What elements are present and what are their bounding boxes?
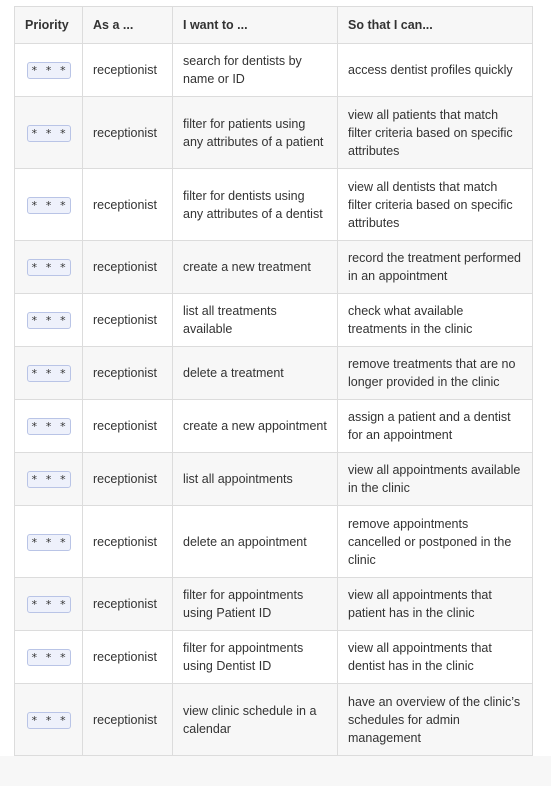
priority-cell	[15, 44, 83, 97]
priority-badge: * * *	[27, 312, 71, 329]
want-cell: list all appointments	[173, 453, 338, 506]
priority-cell	[15, 294, 83, 347]
want-cell: delete an appointment	[173, 506, 338, 578]
benefit-cell: check what available treatments in the clinic	[338, 294, 533, 347]
user-stories-table	[14, 6, 533, 756]
benefit-cell: view all appointments that patient has in the clinic	[338, 578, 533, 631]
header-so-that-i-can: So that I can...	[338, 7, 533, 44]
role-cell: receptionist	[83, 684, 173, 756]
priority-cell	[15, 347, 83, 400]
role-cell: receptionist	[83, 506, 173, 578]
priority-badge: * * *	[27, 418, 71, 435]
role-cell: receptionist	[83, 97, 173, 169]
want-cell: filter for patients using any attributes of a patient	[173, 97, 338, 169]
priority-badge: * * *	[27, 259, 71, 276]
priority-cell	[15, 578, 83, 631]
table-row	[15, 97, 533, 169]
table-header-row	[15, 7, 533, 44]
priority-badge: * * *	[27, 649, 71, 666]
benefit-cell: have an overview of the clinic’s schedules for admin management	[338, 684, 533, 756]
table-row	[15, 578, 533, 631]
priority-badge: * * *	[27, 197, 71, 214]
want-cell: list all treatments available	[173, 294, 338, 347]
benefit-cell: record the treatment performed in an appointment	[338, 241, 533, 294]
table-row	[15, 506, 533, 578]
benefit-cell: access dentist profiles quickly	[338, 44, 533, 97]
priority-badge: * * *	[27, 596, 71, 613]
role-cell: receptionist	[83, 347, 173, 400]
priority-badge: * * *	[27, 62, 71, 79]
role-cell: receptionist	[83, 294, 173, 347]
table-row	[15, 347, 533, 400]
want-cell: filter for appointments using Dentist ID	[173, 631, 338, 684]
header-priority: Priority	[15, 7, 83, 44]
role-cell: receptionist	[83, 578, 173, 631]
benefit-cell: remove treatments that are no longer provided in the clinic	[338, 347, 533, 400]
want-cell: create a new appointment	[173, 400, 338, 453]
priority-badge: * * *	[27, 125, 71, 142]
benefit-cell: view all patients that match filter criteria based on specific attributes	[338, 97, 533, 169]
role-cell: receptionist	[83, 400, 173, 453]
header-as-a: As a ...	[83, 7, 173, 44]
priority-badge: * * *	[27, 365, 71, 382]
priority-cell	[15, 453, 83, 506]
priority-cell	[15, 241, 83, 294]
table-row	[15, 453, 533, 506]
table-row	[15, 684, 533, 756]
want-cell: filter for dentists using any attributes of a dentist	[173, 169, 338, 241]
want-cell: search for dentists by name or ID	[173, 44, 338, 97]
benefit-cell: view all appointments available in the clinic	[338, 453, 533, 506]
priority-badge: * * *	[27, 471, 71, 488]
role-cell: receptionist	[83, 169, 173, 241]
priority-cell	[15, 169, 83, 241]
benefit-cell: view all appointments that dentist has in the clinic	[338, 631, 533, 684]
benefit-cell: view all dentists that match filter criteria based on specific attributes	[338, 169, 533, 241]
table-row	[15, 169, 533, 241]
benefit-cell: assign a patient and a dentist for an appointment	[338, 400, 533, 453]
priority-badge: * * *	[27, 534, 71, 551]
role-cell: receptionist	[83, 241, 173, 294]
table-row	[15, 44, 533, 97]
role-cell: receptionist	[83, 44, 173, 97]
want-cell: delete a treatment	[173, 347, 338, 400]
table-row	[15, 631, 533, 684]
page-footer-band	[0, 756, 551, 786]
benefit-cell: remove appointments cancelled or postponed in the clinic	[338, 506, 533, 578]
user-stories-table-container	[14, 6, 532, 756]
want-cell: filter for appointments using Patient ID	[173, 578, 338, 631]
priority-cell	[15, 400, 83, 453]
table-row	[15, 400, 533, 453]
role-cell: receptionist	[83, 631, 173, 684]
priority-cell	[15, 684, 83, 756]
table-row	[15, 241, 533, 294]
want-cell: view clinic schedule in a calendar	[173, 684, 338, 756]
priority-cell	[15, 97, 83, 169]
role-cell: receptionist	[83, 453, 173, 506]
priority-cell	[15, 631, 83, 684]
want-cell: create a new treatment	[173, 241, 338, 294]
header-i-want-to: I want to ...	[173, 7, 338, 44]
priority-badge: * * *	[27, 712, 71, 729]
priority-cell	[15, 506, 83, 578]
table-row	[15, 294, 533, 347]
